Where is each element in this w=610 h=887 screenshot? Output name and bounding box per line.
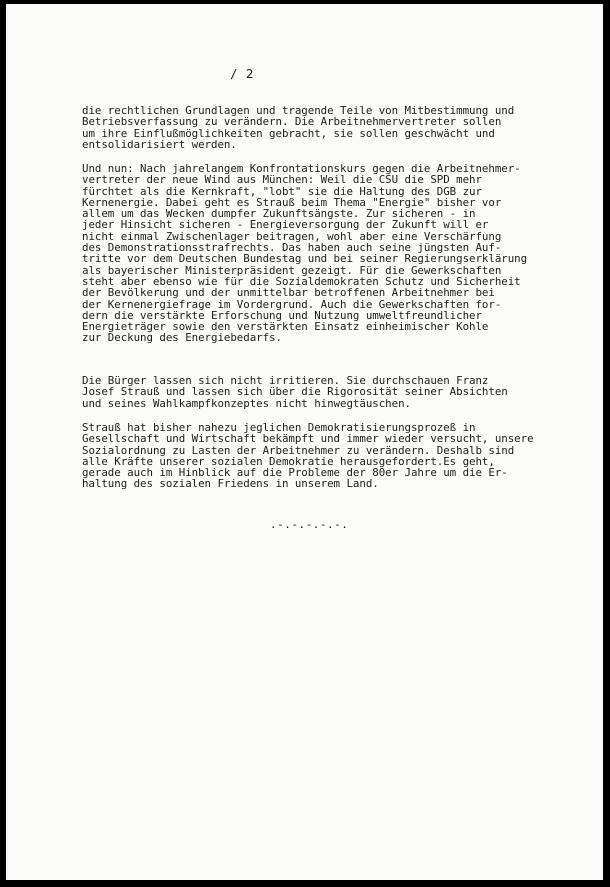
text-line: des Demonstrationsstrafrechts. Das haben auch seine jüngsten Auf- [82,241,502,255]
text-line: entsolidarisiert werden. [82,137,237,151]
text-line: Die Bürger lassen sich nicht irritieren. Sie durchschauen Franz [82,374,489,387]
text-line: und seines Wahlkampfkonzeptes nicht hinwegtäuschen. [82,396,411,410]
text-line: Kernenergie. Dabei geht es Strauß beim Thema "Energie" bisher vor [82,195,502,209]
text-line: der Bevölkerung und der unmittelbar betroffenen Arbeitnehmer bei [82,286,495,300]
text-line: Betriebsverfassung zu verändern. Die Arbeitnehmervertreter sollen [82,115,502,129]
paragraph-1 [82,105,602,150]
text-line: jeder Hinsicht sicheren - Energieversorgung der Zukunft will er [82,218,489,232]
text-line: Gesellschaft und Wirtschaft bekämpft und immer wieder versucht, unsere [82,432,534,446]
paragraph-2 [82,163,602,344]
text-line: allem um das Wecken dumpfer Zukunftsängste. Zur sicheren - in [82,207,476,221]
text-line: die rechtlichen Grundlagen und tragende Teile von Mitbestimmung und [82,104,515,117]
paragraph-3 [82,375,602,409]
section-separator: .-.-.-.-.-. [270,518,349,531]
text-line: Energieträger sowie den verstärkten Einsatz einheimischer Kohle [82,320,489,334]
text-line: gerade auch im Hinblick auf die Probleme der 80er Jahre um die Er- [82,466,508,480]
text-line: zur Deckung des Energiebedarfs. [82,331,282,345]
text-line: Und nun: Nach jahrelangem Konfrontationskurs gegen die Arbeitnehmer- [82,162,521,175]
document-page [6,4,603,880]
paragraph-4 [82,422,602,490]
text-line: steht aber ebenso wie für die Sozialdemokraten Schutz und Sicherheit [82,274,521,288]
text-line: nicht einmal Zwischenlager beitragen, wohl aber eine Verschärfung [82,229,502,243]
text-line: vertreter der neue Wind aus München: Weil die CSU die SPD mehr [82,173,482,187]
text-line: Strauß hat bisher nahezu jeglichen Demokratisierungsprozeß in [82,421,476,434]
text-line: Josef Strauß und lassen sich über die Rigorosität seiner Absichten [82,385,508,399]
text-line: als bayerischer Ministerpräsident gezeigt. Für die Gewerkschaften [82,263,502,277]
text-line: fürchtet als die Kernkraft, "lobt" sie die Haltung des DGB zur [82,184,482,198]
text-line: alle Kräfte unserer sozialen Demokratie herausgefordert.Es geht, [82,454,495,468]
text-line: tritte vor dem Deutschen Bundestag und bei seiner Regierungserklärung [82,252,528,266]
text-line: Sozialordnung zu Lasten der Arbeitnehmer zu verändern. Deshalb sind [82,443,515,457]
scan-border-bottom [0,880,610,887]
text-line: haltung des sozialen Friedens in unserem Land. [82,477,379,491]
text-line: der Kernenergiefrage im Vordergrund. Auch die Gewerkschaften for- [82,297,502,311]
text-line: um ihre Einflußmöglichkeiten gebracht, sie sollen geschwächt und [82,126,495,140]
page-number: / 2 [230,66,254,81]
text-line: dern die verstärkte Erforschung und Nutzung umweltfreundlicher [82,308,482,322]
